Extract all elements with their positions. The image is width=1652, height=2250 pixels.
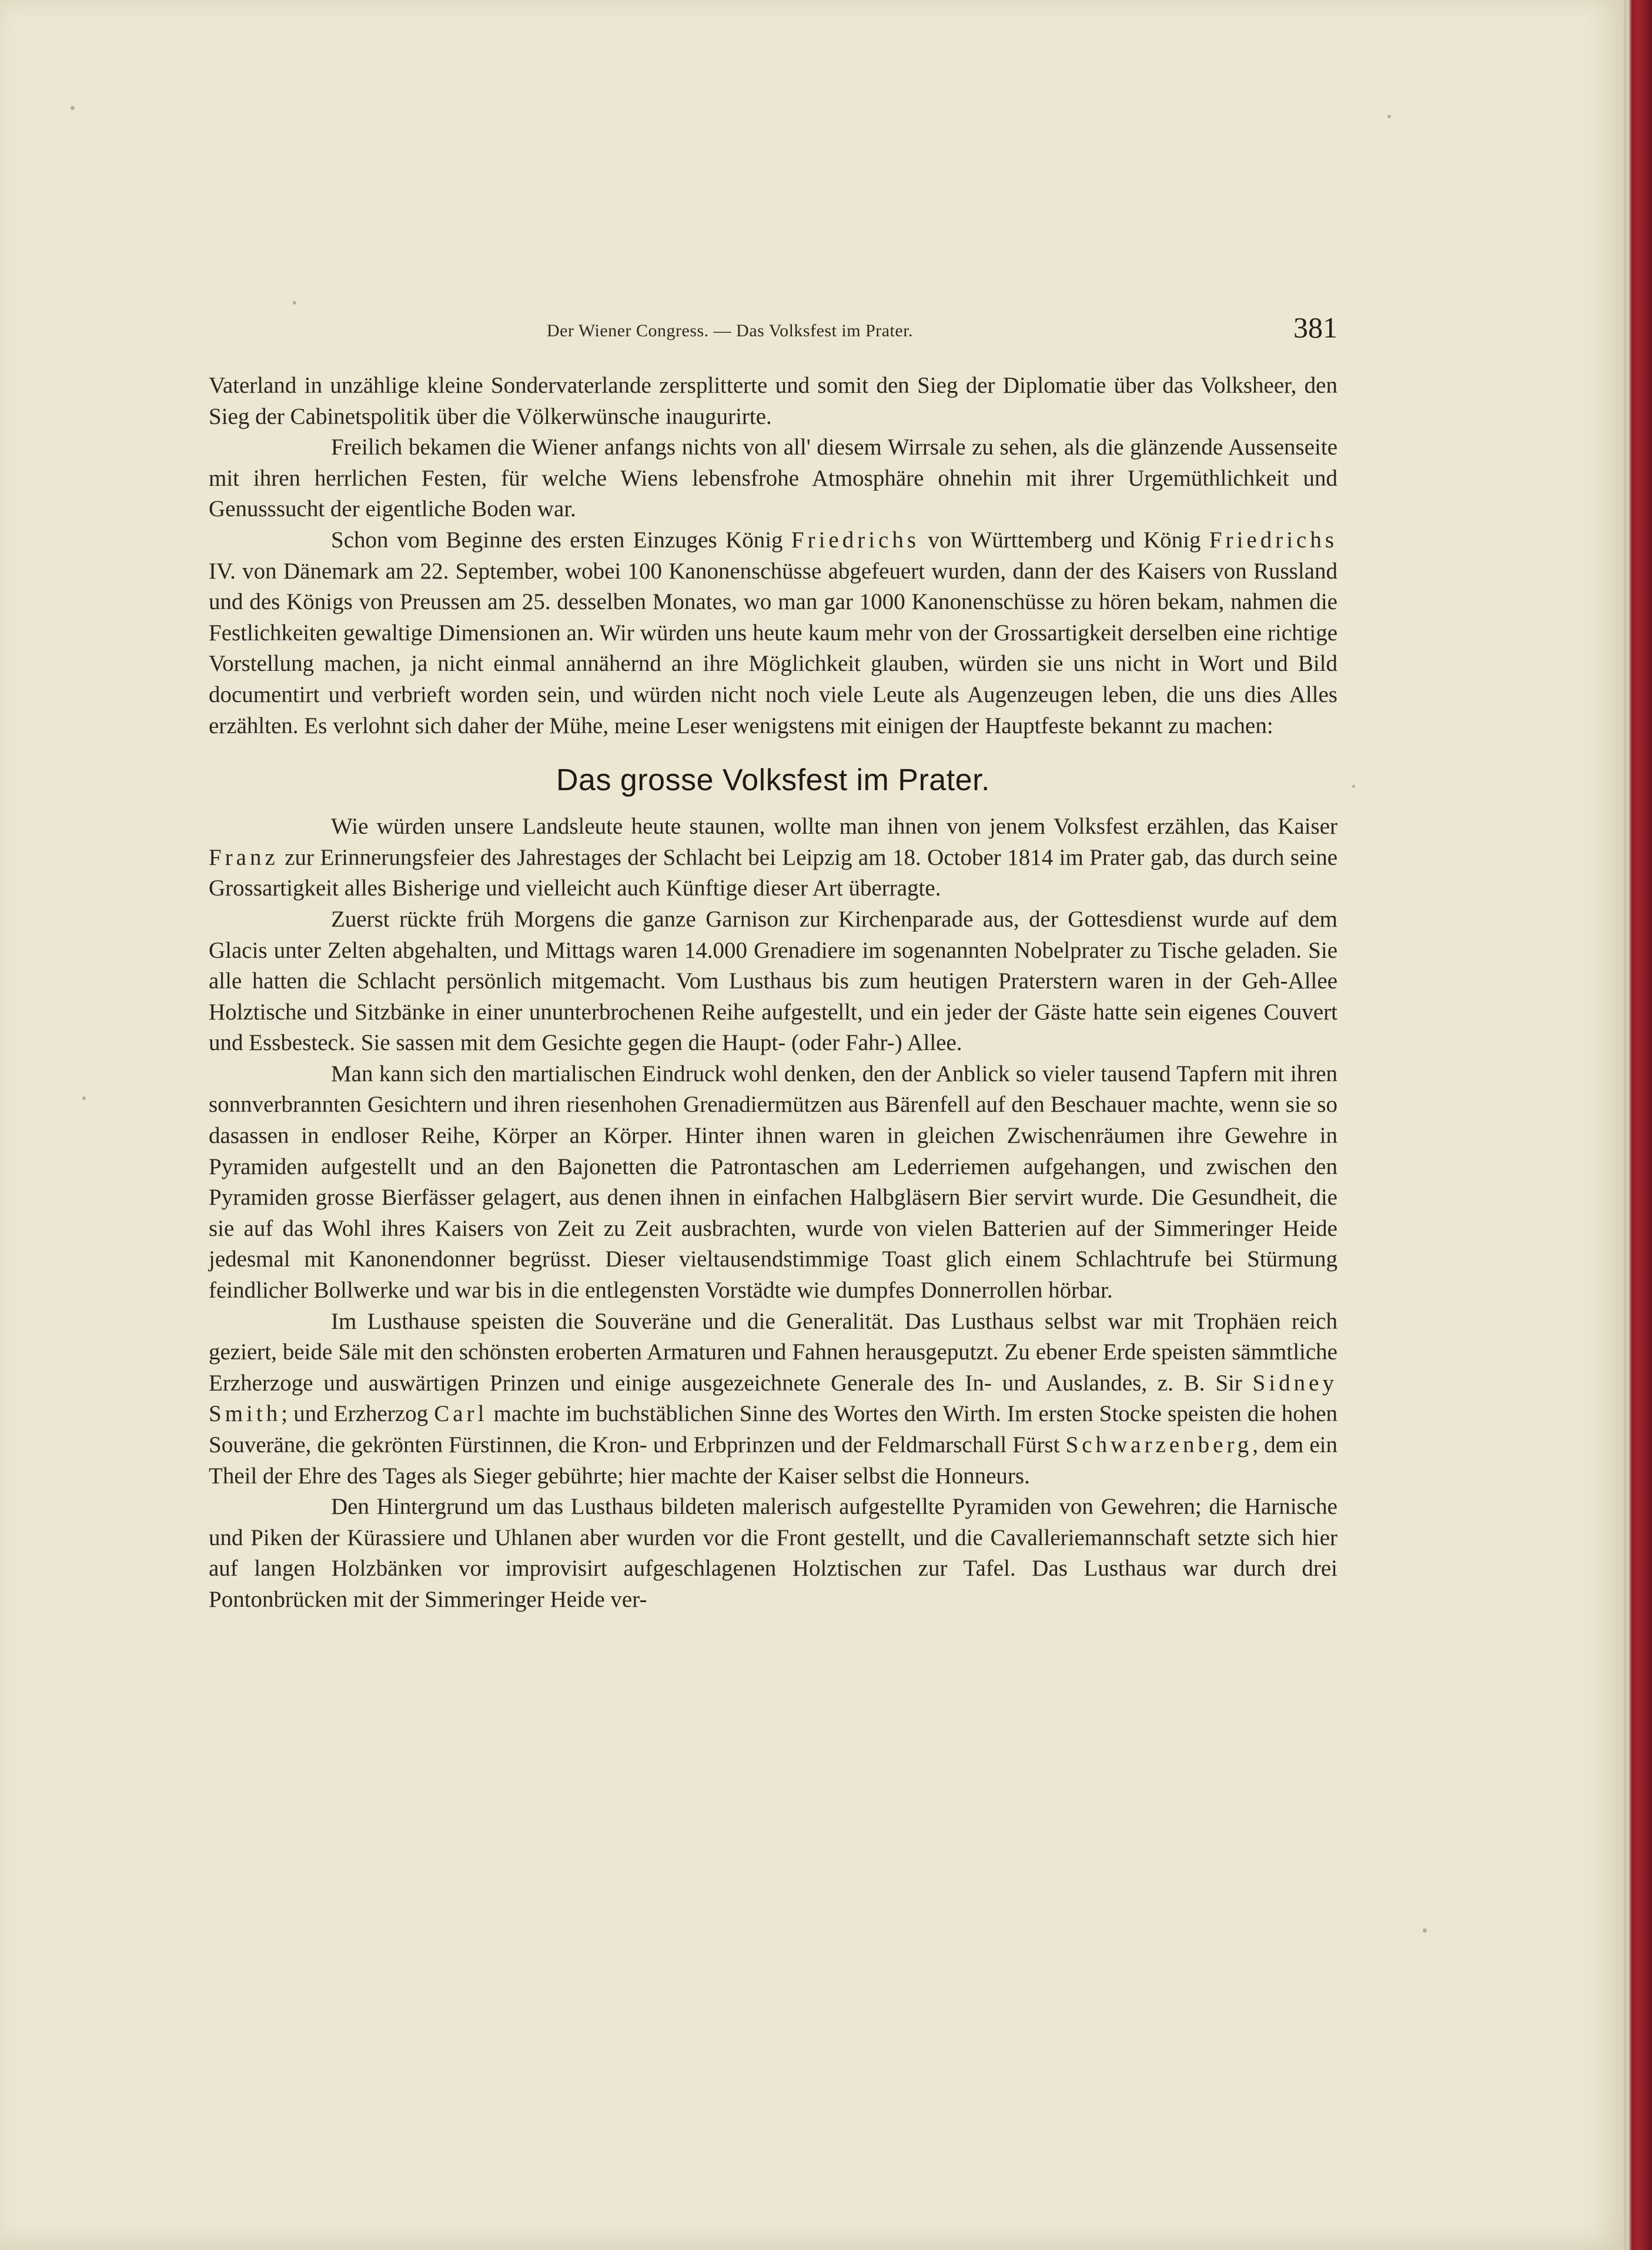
paragraph-3-text-a: Schon vom Beginne des ersten Einzuges König (331, 527, 783, 553)
paragraph-2: Freilich bekamen die Wiener anfangs nichts von all' diesem Wirrsale zu sehen, als die glänzende Aussenseite mit ihren herrlichen Festen, für welche Wiens lebensfrohe Atmosphäre ohnehin mit ihrer Urgemüthlichkeit und Genusssucht der eigentliche Boden war. (209, 434, 1337, 522)
paragraph-1: Vaterland in unzählige kleine Sondervaterlande zersplitterte und somit den Sieg der Diplomatie über das Volksheer, den Sieg der Cabinetspolitik über die Völkerwünsche inaugurirte. (209, 373, 1337, 429)
name-franz: Franz (209, 844, 279, 870)
paragraph-6: Man kann sich den martialischen Eindruck wohl denken, den der Anblick so vieler tausend Tapfern mit ihren sonnverbrannten Gesichtern und ihren riesenhohen Grenadiermützen aus Bärenfell auf den Beschauer machte, wenn sie so dasassen in endloser Reihe, Körper an Körper. Hinter ihnen waren in gleichen Zwischenräumen ihre Gewehre in Pyramiden aufgestellt und an den Bajonetten die Patrontaschen am Lederriemen aufgehangen, und zwischen den Pyramiden grosse Bierfässer gelagert, aus denen ihnen in einfachen Halbgläsern Bier servirt wurde. Die Gesundheit, die sie auf das Wohl ihres Kaisers von Zeit zu Zeit ausbrachten, wurde von vielen Batterien auf der Simmeringer Heide jedesmal mit Kanonendonner begrüsst. Dieser vieltausendstimmige Toast glich einem Schlachtrufe bei Stürmung feindlicher Bollwerke und war bis in die entlegensten Vorstädte wie dumpfes Donnerrollen hörbar. (209, 1061, 1337, 1303)
paragraph-7-text-a: Im Lusthause speisten die Souveräne und die Generalität. Das Lusthaus selbst war mit Trophäen reich geziert, beide Säle mit den schönsten eroberten Armaturen und Fahnen herausgeputzt. Zu ebener Erde speisten sämmtliche Erzherzoge und auswärtigen Prinzen und einige ausgezeichnete Generale des In- und Auslandes, z. B. Sir (209, 1308, 1337, 1396)
paragraph-7-text-c: machte im buchstäblichen Sinne des Wortes den Wirth. Im ersten Stocke speisten die hohen Souveräne, die gekrönten Fürstinnen, die Kron- und Erbprinzen und der Feldmarschall Fürst (209, 1401, 1338, 1457)
name-carl: Carl (434, 1401, 488, 1427)
paper-speck (82, 1096, 86, 1100)
paragraph-3 (209, 525, 1337, 741)
paragraph-7 (209, 1306, 1337, 1492)
paragraph-3-text-c: IV. von Dänemark am 22. September, wobei 100 Kanonenschüsse abgefeuert wurden, dann der des Kaisers von Russland und des Königs von Preussen am 25. desselben Monates, wo man gar 1000 Kanonenschüsse zu hören bekam, nahmen die Festlichkeiten gewaltige Dimensionen an. Wir würden uns heute kaum mehr von der Grossartigkeit derselben eine richtige Vorstellung machen, ja nicht einmal annähernd an ihre Möglichkeit glauben, würden sie uns nicht in Wort und Bild documentirt und verbrieft worden sein, und würden nicht noch viele Leute als Augenzeugen leben, die uns dies Alles erzählten. Es verlohnt sich daher der Mühe, meine Leser wenigstens mit einigen der Hauptfeste bekannt zu machen: (209, 558, 1337, 738)
name-friedrichs-1: Friedrichs (791, 527, 920, 553)
page-number: 381 (1293, 311, 1337, 344)
running-title: Der Wiener Congress. — Das Volksfest im Prater. (547, 321, 914, 340)
name-sidney-smith: Sidney Smith (209, 1370, 1337, 1427)
paragraph-7-text-b: ; und Erzherzog (281, 1401, 429, 1427)
paragraph-4 (209, 811, 1337, 904)
paper-speck (1423, 1928, 1427, 1933)
paper-speck (1387, 115, 1391, 118)
paragraph-4-text-a: Wie würden unsere Landsleute heute staunen, wollte man ihnen von jenem Volksfest erzählen, das Kaiser (331, 814, 1337, 840)
paragraph-4-text-b: zur Erinnerungsfeier des Jahrestages der Schlacht bei Leipzig am 18. October 1814 im Prater gab, das durch seine Grossartigkeit alles Bisherige und vielleicht auch Künftige dieser Art überragte. (209, 844, 1338, 901)
paragraph-3-text-b: von Württemberg und König (928, 527, 1201, 553)
book-edge (1624, 0, 1652, 2250)
paper-speck (1352, 785, 1355, 788)
body-text (209, 370, 1337, 1616)
paper-speck (71, 106, 75, 110)
section-heading: Das grosse Volksfest im Prater. (556, 763, 990, 798)
paragraph-7-text-d: , dem ein Theil der Ehre des Tages als Sieger gebührte; hier machte der Kaiser selbst die Honneurs. (209, 1432, 1338, 1489)
name-schwarzenberg: Schwarzenberg (1065, 1432, 1253, 1457)
name-friedrichs-2: Friedrichs (1209, 527, 1338, 553)
paragraph-8: Den Hintergrund um das Lusthaus bildeten malerisch aufgestellte Pyramiden von Gewehren; die Harnische und Piken der Kürassiere und Uhlanen aber wurden vor die Front gestellt, und die Cavalleriemannschaft setzte sich hier auf langen Holzbänken vor improvisirt aufgeschlagenen Holztischen zur Tafel. Das Lusthaus war durch drei Pontonbrücken mit der Simmeringer Heide ver- (209, 1494, 1337, 1612)
paper-speck (293, 301, 296, 305)
page-header (209, 310, 1337, 352)
paragraph-5: Zuerst rückte früh Morgens die ganze Garnison zur Kirchenparade aus, der Gottesdienst wurde auf dem Glacis unter Zelten abgehalten, und Mittags waren 14.000 Grenadiere im sogenannten Nobelprater zu Tische geladen. Sie alle hatten die Schlacht persönlich mitgemacht. Vom Lusthaus bis zum heutigen Praterstern waren in der Geh-Allee Holztische und Sitzbänke in einer ununterbrochenen Reihe aufgestellt, und ein jeder der Gäste hatte sein eigenes Couvert und Essbesteck. Sie sassen mit dem Gesichte gegen die Haupt- (oder Fahr-) Allee. (209, 906, 1337, 1056)
